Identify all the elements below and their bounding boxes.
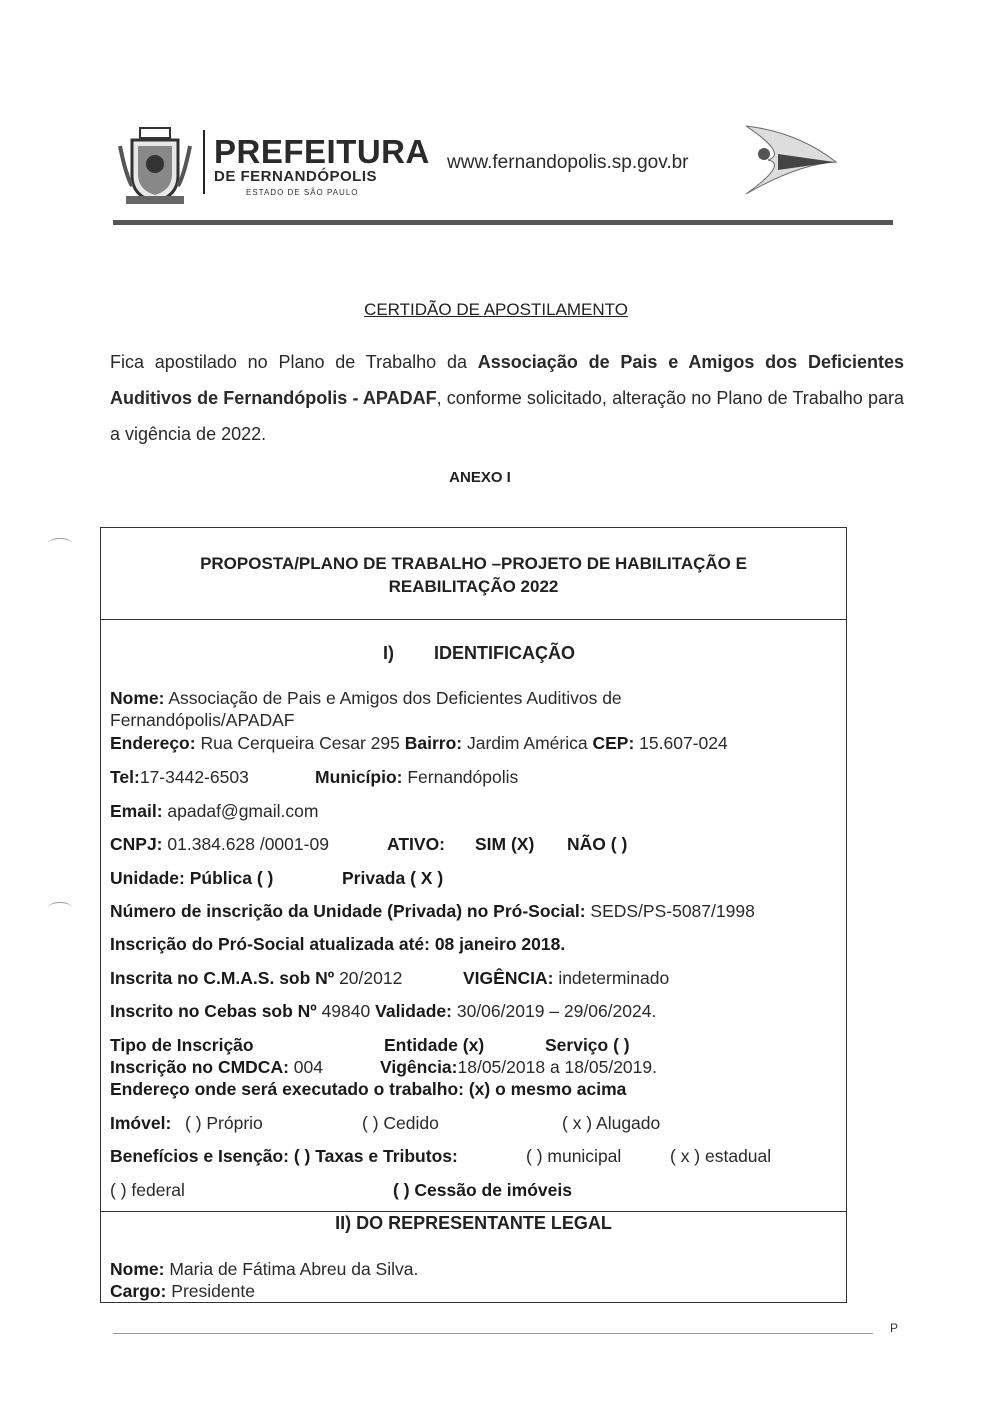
tipo-entidade: Entidade (x) — [384, 1035, 485, 1055]
city-crest-logo — [118, 126, 192, 206]
imovel-proprio: ( ) Próprio — [185, 1113, 263, 1133]
imovel-cedido: ( ) Cedido — [362, 1113, 439, 1133]
rep-cargo-field: Cargo: Presidente — [110, 1281, 255, 1301]
footer-rule — [113, 1333, 873, 1334]
arrow-emblem-icon — [738, 124, 838, 196]
section-representante-heading: II) DO REPRESENTANTE LEGAL — [335, 1213, 612, 1233]
imovel-alugado: ( x ) Alugado — [562, 1113, 661, 1133]
annex-label: ANEXO I — [449, 469, 511, 486]
nome-field: Nome: Associação de Pais e Amigos dos Deficientes Auditivos de — [110, 688, 622, 708]
section-identificacao-heading: I) IDENTIFICAÇÃO — [383, 643, 575, 663]
beneficios-cessao: ( ) Cessão de imóveis — [393, 1180, 572, 1200]
beneficios-federal: ( ) federal — [110, 1180, 185, 1200]
rep-nome-field: Nome: Maria de Fátima Abreu da Silva. — [110, 1259, 419, 1279]
cmas-field: Inscrita no C.M.A.S. sob Nº 20/2012 — [110, 968, 403, 988]
header-rule — [113, 220, 893, 225]
ativo-sim: SIM (X) — [475, 834, 535, 854]
website-url[interactable]: www.fernandopolis.sp.gov.br — [447, 152, 689, 173]
proposal-title: PROPOSTA/PLANO DE TRABALHO –PROJETO DE HABILITAÇÃO E REABILITAÇÃO 2022 — [200, 554, 747, 596]
punch-mark — [48, 902, 72, 913]
org-state: ESTADO DE SÃO PAULO — [246, 188, 359, 197]
cmdca-field: Inscrição no CMDCA: 004 — [110, 1057, 323, 1077]
tipo-servico: Serviço ( ) — [545, 1035, 630, 1055]
punch-mark — [48, 538, 72, 549]
nome-field-cont: Fernandópolis/APADAF — [110, 710, 295, 730]
cmas-vigencia: VIGÊNCIA: indeterminado — [463, 968, 670, 988]
org-title: PREFEITURA — [214, 133, 430, 170]
cebas-field: Inscrito no Cebas sob Nº 49840 Validade: 30/06/2019 – 29/06/2024. — [110, 1001, 657, 1021]
tel-field: Tel:17-3442-6503 — [110, 767, 249, 787]
beneficios-label: Benefícios e Isenção: ( ) Taxas e Tributos: — [110, 1146, 458, 1166]
cmdca-vigencia: Vigência:18/05/2018 a 18/05/2019. — [380, 1057, 657, 1077]
beneficios-municipal: ( ) municipal — [526, 1146, 622, 1166]
tipo-inscricao-label: Tipo de Inscrição — [110, 1035, 254, 1055]
footer-mark: P — [890, 1321, 899, 1335]
document-title: CERTIDÃO DE APOSTILAMENTO — [364, 300, 628, 319]
endereco-execucao: Endereço onde será executado o trabalho: (x) o mesmo acima — [110, 1079, 627, 1099]
prosocial-update: Inscrição do Pró-Social atualizada até: 08 janeiro 2018. — [110, 934, 566, 954]
org-subtitle: DE FERNANDÓPOLIS — [214, 168, 378, 185]
cnpj-field: CNPJ: 01.384.628 /0001-09 — [110, 834, 329, 854]
unidade-privada: Privada ( X ) — [342, 868, 444, 888]
imovel-label: Imóvel: — [110, 1113, 172, 1133]
municipio-field: Município: Fernandópolis — [315, 767, 519, 787]
unidade-publica: Unidade: Pública ( ) — [110, 868, 274, 888]
intro-paragraph: Fica apostilado no Plano de Trabalho da Associação de Pais e Amigos dos Deficientes Auditivos de Fernandópolis - APADAF, conforme solicitado, alteração no Plano de Trabalho para a vigência de 2022. — [110, 352, 904, 444]
ativo-nao: NÃO ( ) — [567, 834, 628, 854]
form-divider — [100, 1211, 847, 1212]
email-field: Email: apadaf@gmail.com — [110, 801, 319, 821]
inscricao-prosocial-field: Número de inscrição da Unidade (Privada) no Pró-Social: SEDS/PS-5087/1998 — [110, 901, 755, 921]
beneficios-estadual: ( x ) estadual — [670, 1146, 772, 1166]
logo-divider — [203, 130, 205, 194]
ativo-label: ATIVO: — [387, 834, 446, 854]
form-divider — [100, 619, 847, 620]
endereco-field: Endereço: Rua Cerqueira Cesar 295 Bairro: Jardim América CEP: 15.607-024 — [110, 733, 728, 753]
